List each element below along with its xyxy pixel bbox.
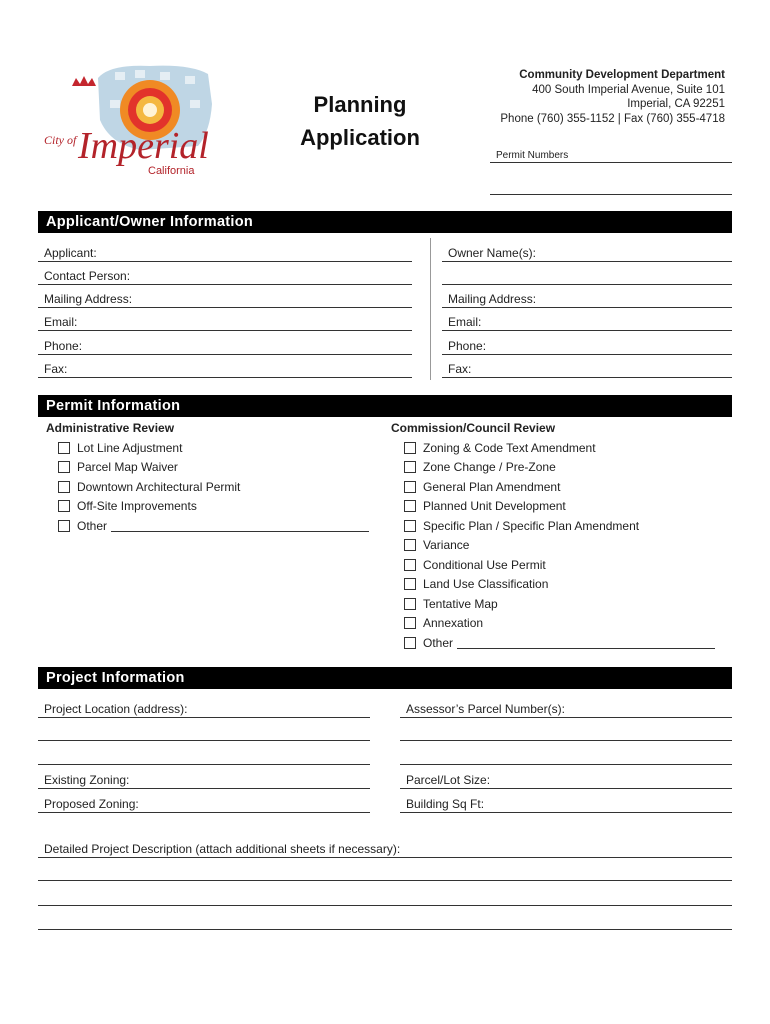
checkbox-icon[interactable] — [404, 598, 416, 610]
checkbox-parcel-map-waiver[interactable]: Parcel Map Waiver — [58, 459, 178, 475]
project-description-line-3[interactable] — [38, 893, 732, 906]
checkbox-icon[interactable] — [58, 461, 70, 473]
applicant-section-heading: Applicant/Owner Information — [38, 211, 732, 233]
checkbox-off-site-improvements[interactable]: Off-Site Improvements — [58, 498, 197, 514]
checkbox-general-plan-amendment[interactable]: General Plan Amendment — [404, 479, 560, 495]
department-address-1: 400 South Imperial Avenue, Suite 101 — [532, 83, 725, 96]
department-contact: Phone (760) 355-1152 | Fax (760) 355-4718 — [500, 112, 725, 125]
checkbox-icon[interactable] — [58, 442, 70, 454]
department-info — [500, 68, 725, 126]
logo-city-of: City of — [44, 133, 77, 147]
checkbox-icon[interactable] — [404, 442, 416, 454]
checkbox-icon[interactable] — [58, 520, 70, 532]
applicant-fax-field[interactable]: Fax: — [38, 362, 412, 378]
building-sqft-field[interactable]: Building Sq Ft: — [400, 797, 732, 813]
commission-other-line[interactable] — [457, 637, 715, 649]
checkbox-icon[interactable] — [404, 578, 416, 590]
checkbox-icon[interactable] — [58, 500, 70, 512]
checkbox-lot-line-adjustment[interactable]: Lot Line Adjustment — [58, 440, 182, 456]
checkbox-downtown-architectural-permit[interactable]: Downtown Architectural Permit — [58, 479, 240, 495]
checkbox-annexation[interactable]: Annexation — [404, 615, 483, 631]
project-section-heading: Project Information — [38, 667, 732, 689]
checkbox-icon[interactable] — [404, 500, 416, 512]
project-description-line-4[interactable] — [38, 917, 732, 930]
checkbox-commission-other[interactable]: Other — [404, 635, 715, 651]
project-description-line-2[interactable] — [38, 868, 732, 881]
checkbox-planned-unit-development[interactable]: Planned Unit Development — [404, 498, 566, 514]
department-name: Community Development Department — [519, 69, 725, 81]
page-title — [260, 88, 460, 154]
project-location-field[interactable]: Project Location (address): — [38, 702, 370, 718]
checkbox-icon[interactable] — [58, 481, 70, 493]
checkbox-conditional-use-permit[interactable]: Conditional Use Permit — [404, 557, 546, 573]
owner-phone-field[interactable]: Phone: — [442, 339, 732, 355]
apn-line-3[interactable] — [400, 752, 732, 765]
logo-imperial: Imperial — [78, 125, 209, 167]
checkbox-specific-plan[interactable]: Specific Plan / Specific Plan Amendment — [404, 518, 639, 534]
parcel-lot-size-field[interactable]: Parcel/Lot Size: — [400, 773, 732, 789]
owner-fax-field[interactable]: Fax: — [442, 362, 732, 378]
checkbox-icon[interactable] — [404, 539, 416, 551]
project-location-line-2[interactable] — [38, 728, 370, 741]
title-line-2: Application — [300, 125, 420, 150]
checkbox-icon[interactable] — [404, 559, 416, 571]
project-location-line-3[interactable] — [38, 752, 370, 765]
owner-email-field[interactable]: Email: — [442, 315, 732, 331]
applicant-mailing-address-field[interactable]: Mailing Address: — [38, 292, 412, 308]
permit-number-line-1[interactable] — [490, 150, 732, 163]
checkbox-variance[interactable]: Variance — [404, 537, 469, 553]
project-description-field[interactable]: Detailed Project Description (attach additional sheets if necessary): — [38, 842, 732, 858]
proposed-zoning-field[interactable]: Proposed Zoning: — [38, 797, 370, 813]
admin-other-line[interactable] — [111, 520, 369, 532]
column-divider — [430, 238, 431, 380]
existing-zoning-field[interactable]: Existing Zoning: — [38, 773, 370, 789]
checkbox-icon[interactable] — [404, 461, 416, 473]
checkbox-icon[interactable] — [404, 617, 416, 629]
checkbox-land-use-classification[interactable]: Land Use Classification — [404, 576, 548, 592]
applicant-field[interactable]: Applicant: — [38, 246, 412, 262]
owner-mailing-address-field[interactable]: Mailing Address: — [442, 292, 732, 308]
department-address-2: Imperial, CA 92251 — [627, 98, 725, 110]
owner-name-field-2[interactable] — [442, 269, 732, 285]
permit-number-line-2[interactable] — [490, 182, 732, 195]
checkbox-icon[interactable] — [404, 481, 416, 493]
applicant-email-field[interactable]: Email: — [38, 315, 412, 331]
checkbox-zone-change[interactable]: Zone Change / Pre-Zone — [404, 459, 556, 475]
checkbox-tentative-map[interactable]: Tentative Map — [404, 596, 498, 612]
commission-review-heading: Commission/Council Review — [391, 421, 556, 435]
city-logo — [40, 60, 230, 190]
permit-section-heading: Permit Information — [38, 395, 732, 417]
checkbox-admin-other[interactable]: Other — [58, 518, 369, 534]
logo-california: California — [148, 165, 195, 177]
admin-review-heading: Administrative Review — [46, 421, 175, 435]
apn-line-2[interactable] — [400, 728, 732, 741]
checkbox-zoning-code-text-amendment[interactable]: Zoning & Code Text Amendment — [404, 440, 596, 456]
title-line-1: Planning — [313, 92, 407, 117]
permit-numbers-label: Permit Numbers — [496, 150, 569, 161]
applicant-phone-field[interactable]: Phone: — [38, 339, 412, 355]
owner-name-field[interactable]: Owner Name(s): — [442, 246, 732, 262]
checkbox-icon[interactable] — [404, 637, 416, 649]
contact-person-field[interactable]: Contact Person: — [38, 269, 412, 285]
assessor-parcel-number-field[interactable]: Assessor’s Parcel Number(s): — [400, 702, 732, 718]
checkbox-icon[interactable] — [404, 520, 416, 532]
